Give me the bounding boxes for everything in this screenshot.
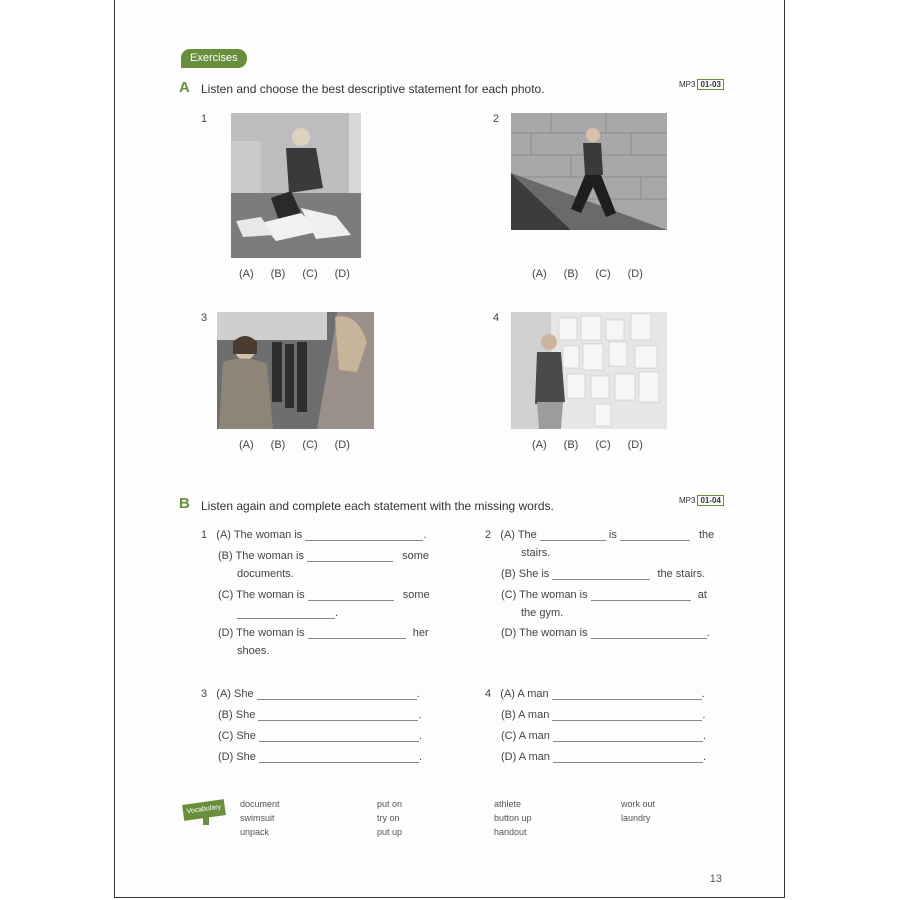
- vocab-word: put on: [377, 799, 403, 809]
- q4-c-text: A man: [518, 730, 550, 742]
- q3-line-a: [201, 688, 420, 700]
- q3-a-end: .: [416, 688, 420, 700]
- answer-blank[interactable]: [552, 569, 650, 580]
- workbook-page: [114, 0, 785, 898]
- exercises-tag: Exercises: [181, 49, 247, 68]
- mp3-track-code[interactable]: 01-04: [697, 495, 723, 506]
- q4-c-label: (C): [501, 730, 517, 742]
- q2-number: 2: [485, 529, 492, 541]
- vocab-word: handout: [494, 827, 527, 837]
- q2-c-cont: the gym.: [521, 607, 564, 619]
- choice-d[interactable]: (D): [627, 439, 643, 451]
- q2-c-text: The woman is: [519, 589, 588, 601]
- q3-d-end: .: [418, 751, 423, 763]
- q4-line-c: [501, 730, 706, 742]
- q4-number: 4: [485, 688, 492, 700]
- q2-a-after: the: [699, 529, 715, 541]
- q2-a-mid: is: [608, 529, 617, 541]
- mp3-track-code[interactable]: 01-03: [697, 79, 723, 90]
- q1-d-cont: shoes.: [237, 645, 270, 657]
- vocab-word: athlete: [494, 799, 522, 809]
- vocab-word: document: [240, 799, 280, 809]
- answer-blank[interactable]: [540, 530, 606, 541]
- q2-c-label: (C): [501, 589, 517, 601]
- answer-blank[interactable]: [553, 752, 703, 763]
- q1-a-text: The woman is: [233, 529, 303, 541]
- answer-blank[interactable]: [553, 731, 703, 742]
- q1-a-label: (A): [216, 529, 231, 541]
- man-looking-at-notes-photo: [511, 312, 667, 429]
- q3-a-label: (A): [216, 688, 231, 700]
- q4-b-text: A man: [518, 709, 550, 721]
- q1-line-b: [218, 550, 429, 562]
- answer-blank[interactable]: [259, 752, 419, 763]
- vocab-word: swimsuit: [240, 813, 275, 823]
- q1-number: 1: [201, 529, 208, 541]
- q3-line-b: [218, 709, 421, 721]
- q2-line-a: [485, 529, 714, 541]
- q4-line-b: [501, 709, 705, 721]
- q2-line-c: [501, 589, 707, 601]
- vocab-word: laundry: [621, 813, 651, 823]
- choice-d[interactable]: (D): [334, 268, 350, 280]
- woman-picking-up-papers-photo: [231, 113, 361, 258]
- q4-line-a: [485, 688, 705, 700]
- choice-c[interactable]: (C): [302, 268, 318, 280]
- q1-b-text: The woman is: [235, 550, 305, 562]
- q1-c-cont: [237, 607, 338, 619]
- choice-c[interactable]: (C): [595, 268, 611, 280]
- q2-b-text: She is: [518, 568, 550, 580]
- item-4-number: 4: [493, 312, 500, 324]
- q1-line-c: [218, 589, 430, 601]
- q1-b-label: (B): [218, 550, 233, 562]
- q3-line-d: [218, 751, 422, 763]
- q1-d-label: (D): [218, 627, 234, 639]
- section-b-title: Listen again and complete each statement with the missing words.: [201, 499, 554, 513]
- woman-trying-on-coat-photo: [217, 312, 374, 429]
- q3-b-end: .: [418, 709, 422, 721]
- choice-a[interactable]: (A): [532, 268, 547, 280]
- section-a-mp3-badge: [679, 79, 724, 90]
- q2-line-b: [501, 568, 705, 580]
- item-4-choices: [532, 439, 643, 451]
- vocab-word: unpack: [240, 827, 270, 837]
- q2-b-label: (B): [501, 568, 516, 580]
- vocab-word: work out: [621, 799, 656, 809]
- q4-c-end: .: [702, 730, 707, 742]
- q3-b-text: She: [235, 709, 256, 721]
- q1-c-text: The woman is: [236, 589, 305, 601]
- answer-blank[interactable]: [257, 689, 417, 700]
- q3-d-text: She: [236, 751, 256, 763]
- q1-a-end: .: [423, 529, 427, 541]
- answer-blank[interactable]: [591, 590, 691, 601]
- q1-b-cont: documents.: [237, 568, 294, 580]
- section-b-mp3-badge: [679, 495, 724, 506]
- q4-a-end: .: [701, 688, 705, 700]
- q4-d-text: A man: [518, 751, 550, 763]
- vocab-word: try on: [377, 813, 400, 823]
- q1-b-after: some: [402, 550, 430, 562]
- q3-b-label: (B): [218, 709, 233, 721]
- q4-b-label: (B): [501, 709, 516, 721]
- q1-line-d: [218, 627, 429, 639]
- choice-a[interactable]: (A): [239, 268, 254, 280]
- q3-a-text: She: [234, 688, 254, 700]
- q1-c-label: (C): [218, 589, 234, 601]
- q2-c-after: at: [697, 589, 707, 601]
- mp3-label: MP3: [679, 496, 696, 505]
- item-3-choices: [239, 439, 350, 451]
- q4-d-end: .: [702, 751, 707, 763]
- answer-blank[interactable]: [308, 628, 406, 639]
- q2-a-label: (A): [500, 529, 515, 541]
- item-1-choices: [239, 268, 350, 280]
- choice-b[interactable]: (B): [270, 268, 286, 280]
- q2-a-cont: stairs.: [521, 547, 551, 559]
- answer-blank[interactable]: [258, 710, 418, 721]
- q4-d-label: (D): [501, 751, 517, 763]
- section-a-title: Listen and choose the best descriptive statement for each photo.: [201, 82, 545, 96]
- choice-d[interactable]: (D): [627, 268, 643, 280]
- answer-blank[interactable]: [305, 530, 423, 541]
- q1-c-end: .: [335, 607, 339, 619]
- q1-c-after: some: [402, 589, 430, 601]
- q4-a-label: (A): [500, 688, 515, 700]
- q2-d-end: .: [706, 627, 710, 639]
- item-3-number: 3: [201, 312, 208, 324]
- answer-blank[interactable]: [308, 590, 394, 601]
- page-number: 13: [709, 873, 722, 885]
- q4-line-d: [501, 751, 706, 763]
- answer-blank[interactable]: [237, 608, 335, 619]
- answer-blank[interactable]: [259, 731, 419, 742]
- q3-c-label: (C): [218, 730, 234, 742]
- answer-blank[interactable]: [591, 628, 707, 639]
- q3-d-label: (D): [218, 751, 234, 763]
- q2-d-label: (D): [501, 627, 517, 639]
- q2-a-text: The: [517, 529, 537, 541]
- q3-c-text: She: [236, 730, 256, 742]
- answer-blank[interactable]: [552, 689, 702, 700]
- q1-d-text: The woman is: [236, 627, 305, 639]
- q1-line-a: [201, 529, 426, 541]
- woman-running-up-stairs-photo: [511, 113, 667, 230]
- q2-d-text: The woman is: [519, 627, 588, 639]
- answer-blank[interactable]: [307, 551, 393, 562]
- item-2-number: 2: [493, 113, 500, 125]
- choice-c[interactable]: (C): [595, 439, 611, 451]
- choice-a[interactable]: (A): [532, 439, 547, 451]
- vocabulary-tag-stem: [203, 817, 209, 825]
- choice-a[interactable]: (A): [239, 439, 254, 451]
- section-a-letter: A: [179, 79, 190, 96]
- q1-d-after: her: [412, 627, 429, 639]
- q2-line-d: [501, 627, 710, 639]
- choice-b[interactable]: (B): [563, 268, 579, 280]
- q2-b-after: the stairs.: [657, 568, 706, 580]
- vocabulary-tag: Vocabulary: [182, 799, 226, 821]
- mp3-label: MP3: [679, 80, 696, 89]
- choice-b[interactable]: (B): [563, 439, 579, 451]
- answer-blank[interactable]: [552, 710, 702, 721]
- q4-a-text: A man: [517, 688, 549, 700]
- section-b-letter: B: [179, 495, 190, 512]
- vocab-word: button up: [494, 813, 532, 823]
- q4-b-end: .: [702, 709, 706, 721]
- q3-number: 3: [201, 688, 208, 700]
- item-1-number: 1: [201, 113, 208, 125]
- q3-c-end: .: [418, 730, 423, 742]
- vocab-word: put up: [377, 827, 403, 837]
- choice-c[interactable]: (C): [302, 439, 318, 451]
- item-2-choices: [532, 268, 643, 280]
- q3-line-c: [218, 730, 422, 742]
- answer-blank[interactable]: [620, 530, 690, 541]
- choice-d[interactable]: (D): [334, 439, 350, 451]
- choice-b[interactable]: (B): [270, 439, 286, 451]
